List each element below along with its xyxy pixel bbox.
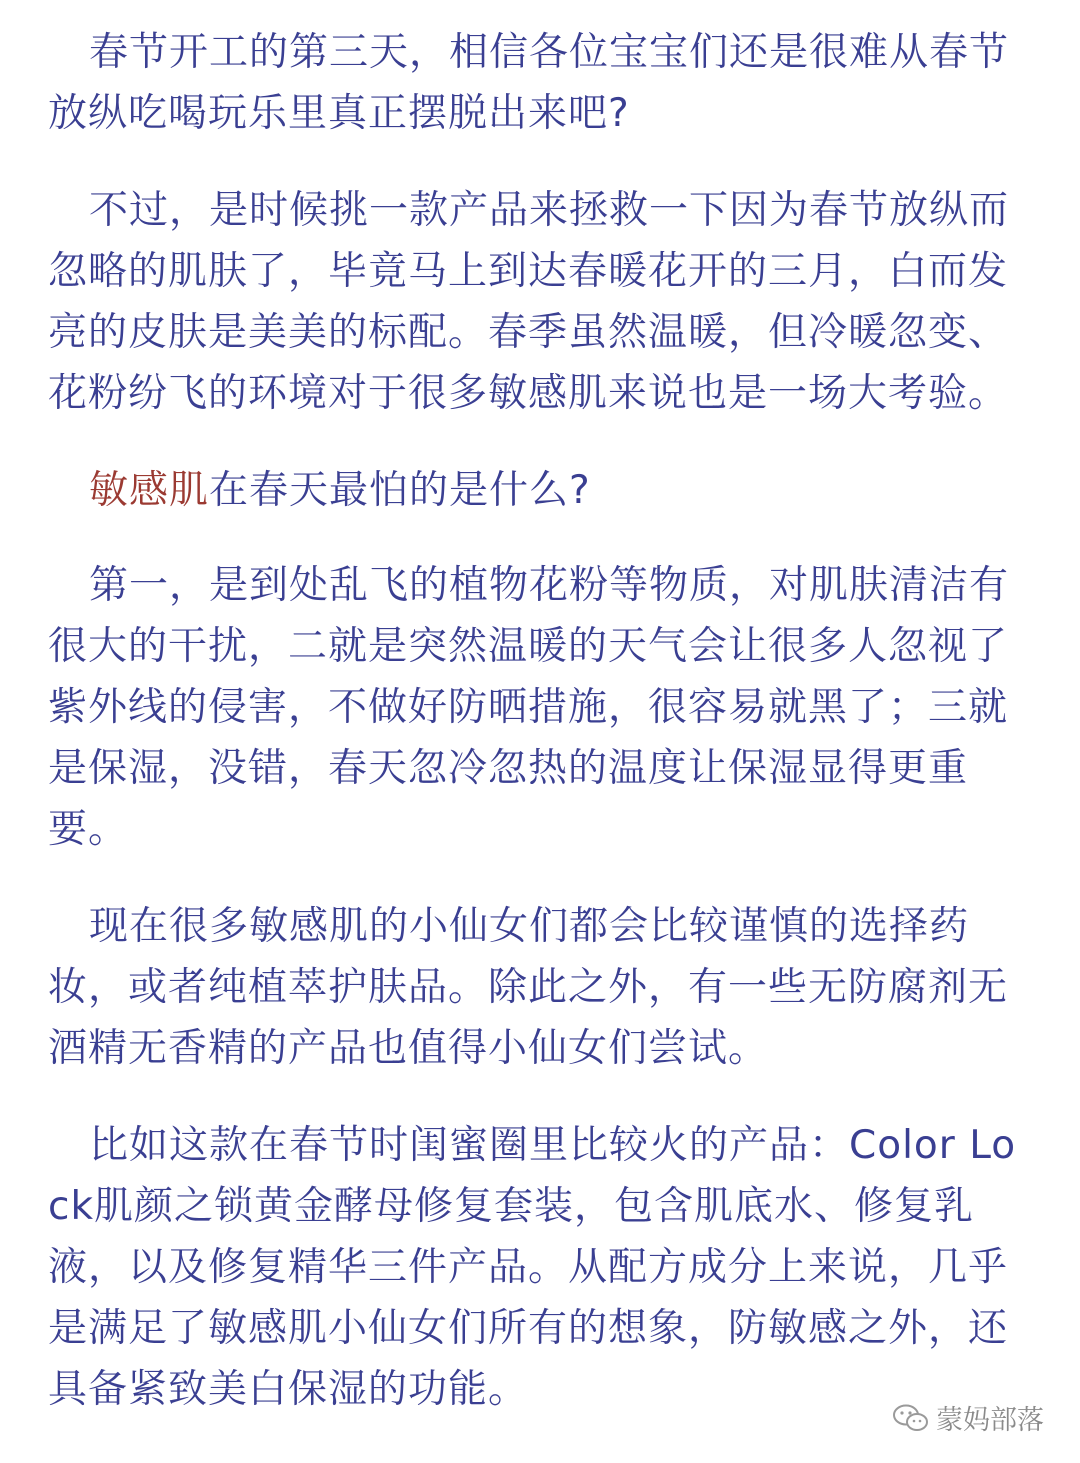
paragraph-choices: 现在很多敏感肌的小仙女们都会比较谨慎的选择药妆，或者纯植萃护肤品。除此之外，有一些无防腐剂无酒精无香精的产品也值得小仙女们尝试。 [48,904,1009,1071]
watermark-text: 蒙妈部落 [936,1405,1044,1436]
article-body [48,22,1038,1456]
paragraph-concerns: 第一，是到处乱飞的植物花粉等物质，对肌肤清洁有很大的干扰，二就是突然温暖的天气会让很多人忽视了紫外线的侵害，不做好防晒措施，很容易就黑了；三就是保湿，没错，春天忽冷忽热的温度让保湿显得更重要。 [48,563,1010,852]
question-text: 在春天最怕的是什么? [209,468,591,513]
wechat-icon [892,1403,930,1433]
question-heading [48,460,1038,521]
question-highlight: 敏感肌 [89,468,210,513]
paragraph-intro: 春节开工的第三天，相信各位宝宝们还是很难从春节放纵吃喝玩乐里真正摆脱出来吧? [48,30,1010,136]
paragraph-spring-skin: 不过，是时候挑一款产品来拯救一下因为春节放纵而忽略的肌肤了，毕竟马上到达春暖花开的三月，白而发亮的皮肤是美美的标配。春季虽然温暖，但冷暖忽变、花粉纷飞的环境对于很多敏感肌来说也是一场大考验。 [48,188,1010,416]
paragraph-product: 比如这款在春节时闺蜜圈里比较火的产品：Color Lock肌颜之锁黄金酵母修复套装，包含肌底水、修复乳液，以及修复精华三件产品。从配方成分上来说，几乎是满足了敏感肌小仙女们所有的想象，防敏感之外，还具备紧致美白保湿的功能。 [48,1123,1017,1412]
watermark [892,1398,1044,1437]
